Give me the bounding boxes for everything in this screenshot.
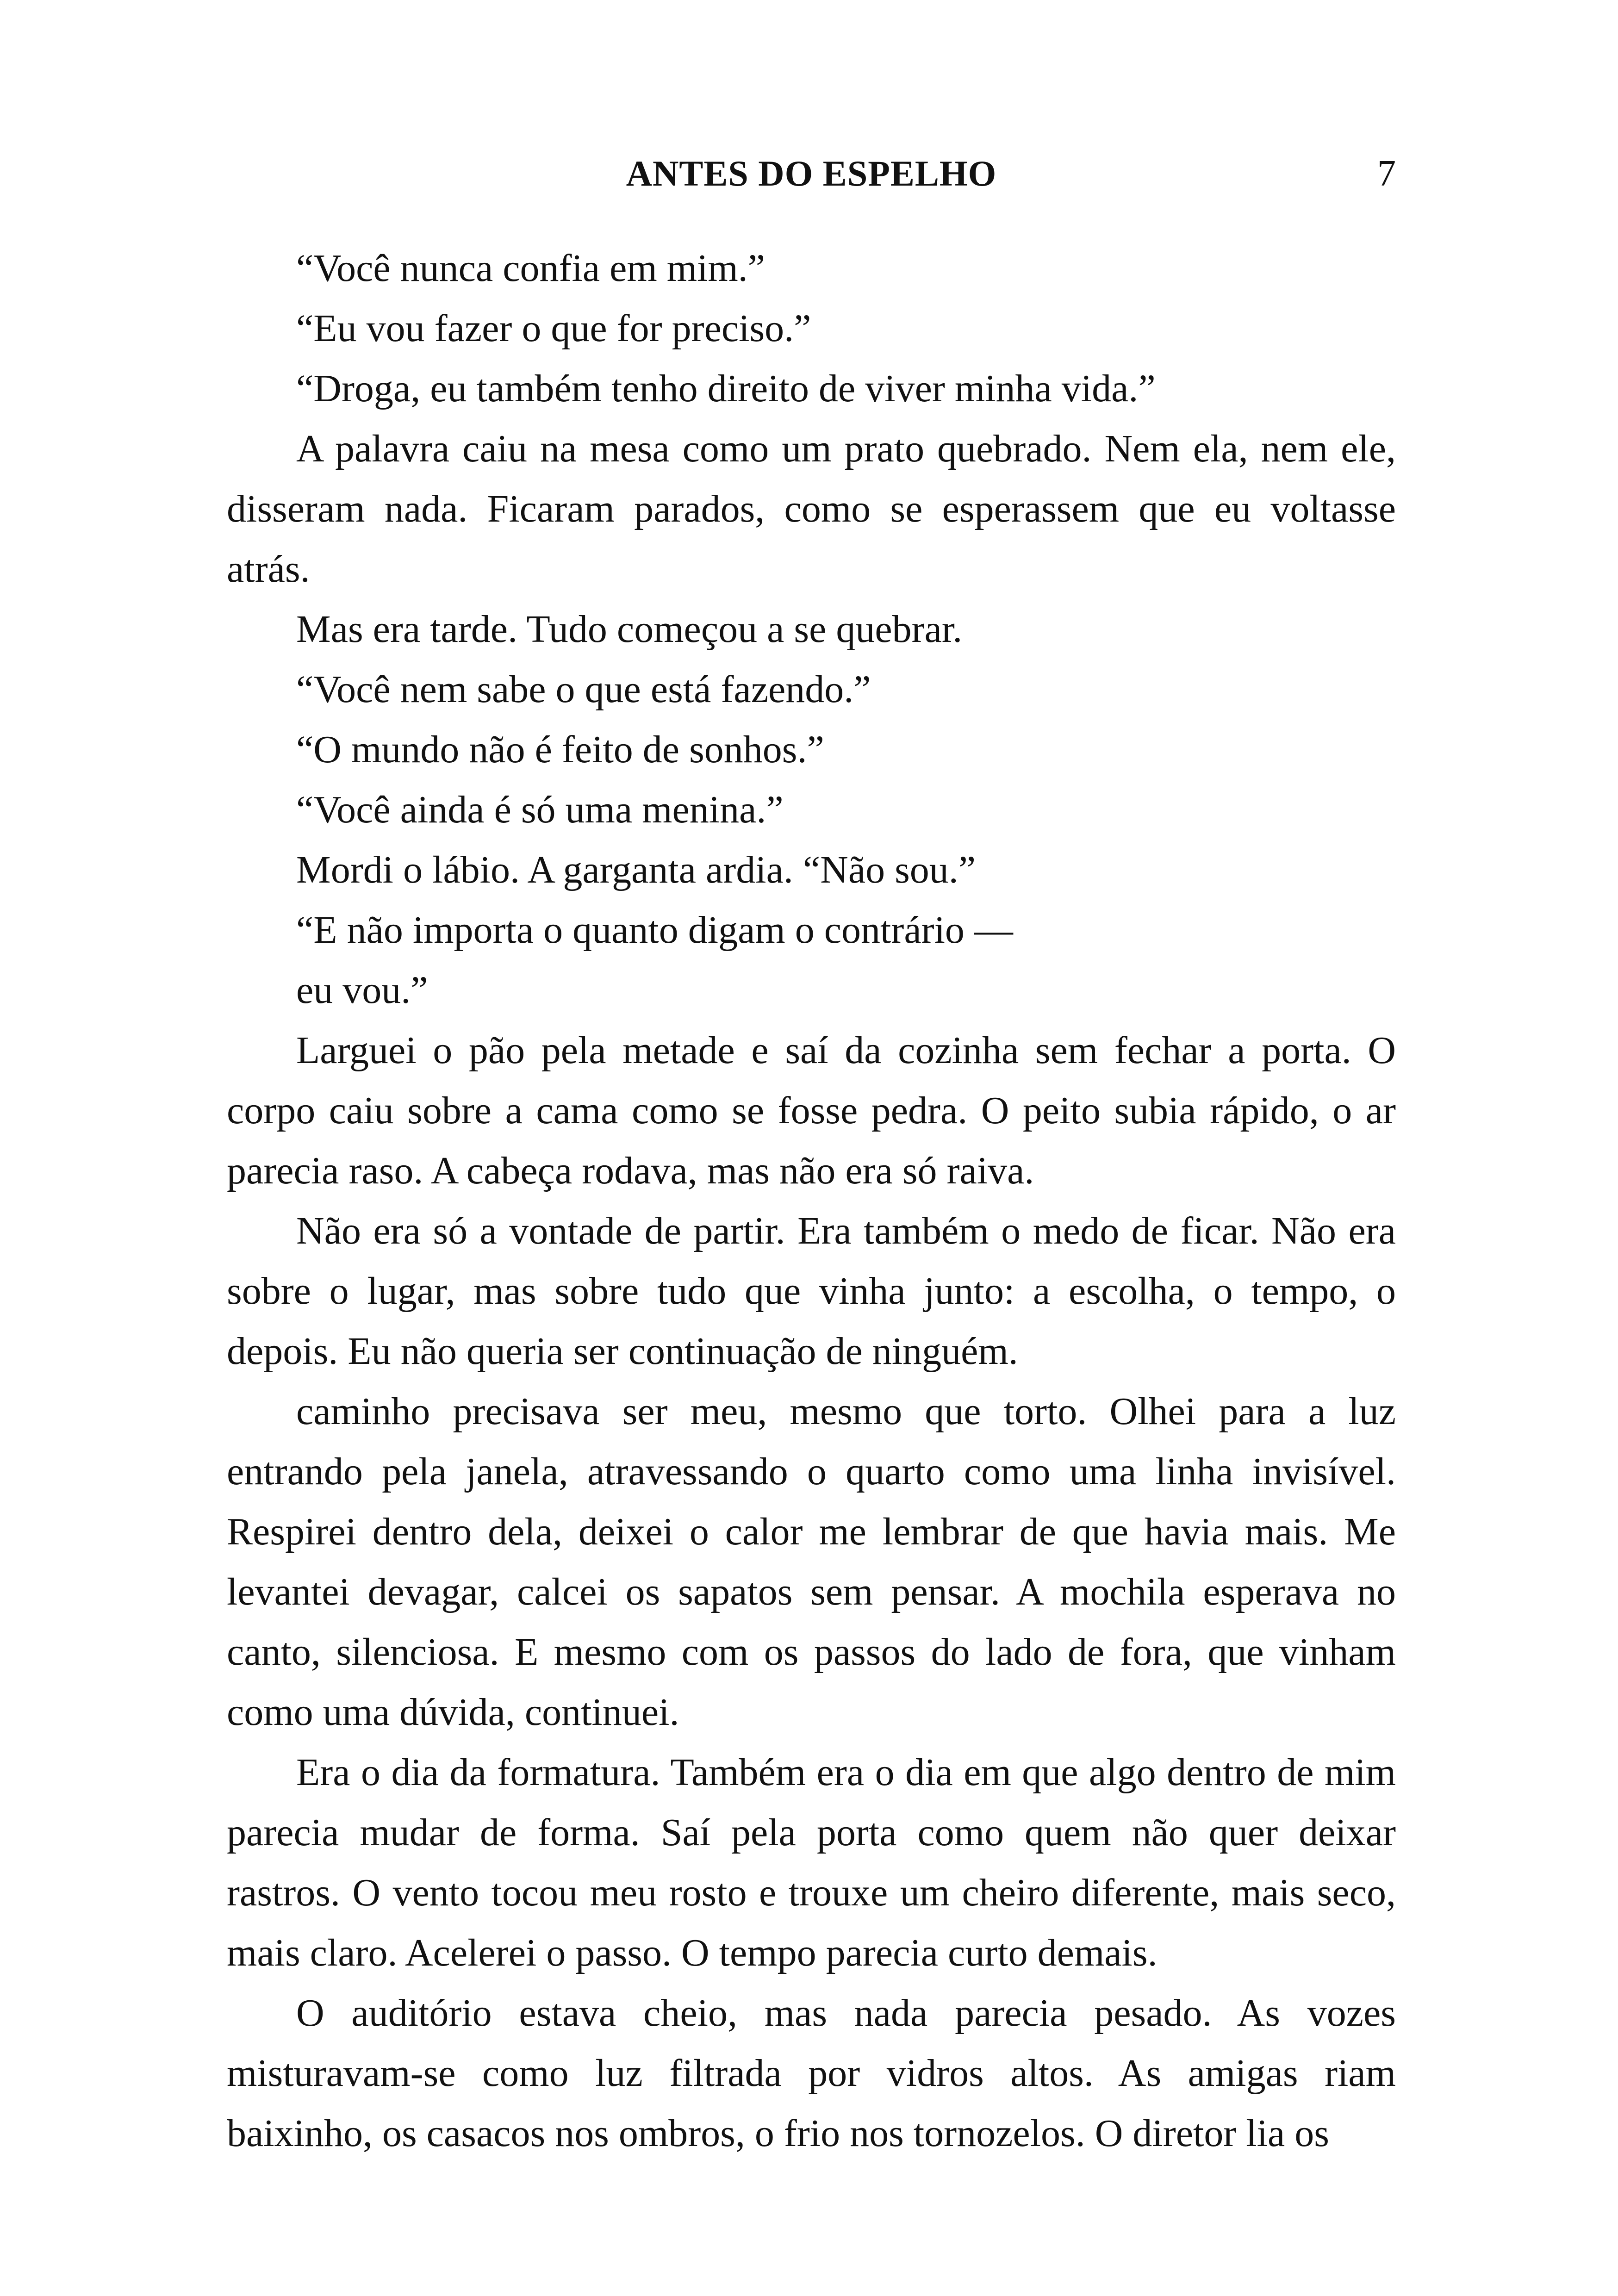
paragraph: “Você nem sabe o que está fazendo.” bbox=[296, 668, 871, 711]
paragraph: “Você nunca confia em mim.” bbox=[296, 247, 765, 290]
running-head bbox=[227, 148, 1396, 199]
paragraph: “Droga, eu também tenho direito de viver minha vida.” bbox=[296, 367, 1156, 410]
running-head-title: ANTES DO ESPELHO bbox=[626, 153, 997, 193]
paragraph: Mas era tarde. Tudo começou a se quebrar. bbox=[296, 608, 963, 651]
paragraph: eu vou.” bbox=[296, 969, 428, 1012]
paragraph: caminho precisava ser meu, mesmo que torto. Olhei para a luz entrando pela janela, atravessando o quarto como uma linha invisível. Respirei dentro dela, deixei o calor me lembrar de que havia mais. Me levantei devagar, calcei os sapatos sem pensar. A mochila esperava no canto, silenciosa. E mesmo com os passos do lado de fora, que vinham como uma dúvida, continuei. bbox=[227, 1390, 1396, 1734]
paragraph: Era o dia da formatura. Também era o dia em que algo dentro de mim parecia mudar de forma. Saí pela porta como quem não quer deixar rastros. O vento tocou meu rosto e trouxe um cheiro diferente, mais seco, mais claro. Acelerei o passo. O tempo parecia curto demais. bbox=[227, 1751, 1396, 1974]
paragraph: Mordi o lábio. A garganta ardia. “Não sou.” bbox=[296, 848, 976, 891]
paragraph: “Você ainda é só uma menina.” bbox=[296, 788, 784, 831]
paragraph: Larguei o pão pela metade e saí da cozinha sem fechar a porta. O corpo caiu sobre a cama como se fosse pedra. O peito subia rápido, o ar parecia raso. A cabeça rodava, mas não era só raiva. bbox=[227, 1029, 1396, 1192]
paragraph: “E não importa o quanto digam o contrário — bbox=[296, 908, 1013, 952]
paragraph: Não era só a vontade de partir. Era também o medo de ficar. Não era sobre o lugar, mas sobre tudo que vinha junto: a escolha, o tempo, o depois. Eu não queria ser continuação de ninguém. bbox=[227, 1209, 1396, 1373]
body-text bbox=[227, 238, 1396, 2164]
page-number: 7 bbox=[1377, 153, 1396, 194]
paragraph: “Eu vou fazer o que for preciso.” bbox=[296, 307, 811, 350]
paragraph: O auditório estava cheio, mas nada parecia pesado. As vozes misturavam-se como luz filtrada por vidros altos. As amigas riam baixinho, os casacos nos ombros, o frio nos tornozelos. O diretor lia os bbox=[227, 1991, 1396, 2155]
paragraph: A palavra caiu na mesa como um prato quebrado. Nem ela, nem ele, disseram nada. Ficaram parados, como se esperassem que eu voltasse atrás. bbox=[227, 427, 1396, 591]
paragraph: “O mundo não é feito de sonhos.” bbox=[296, 728, 824, 771]
